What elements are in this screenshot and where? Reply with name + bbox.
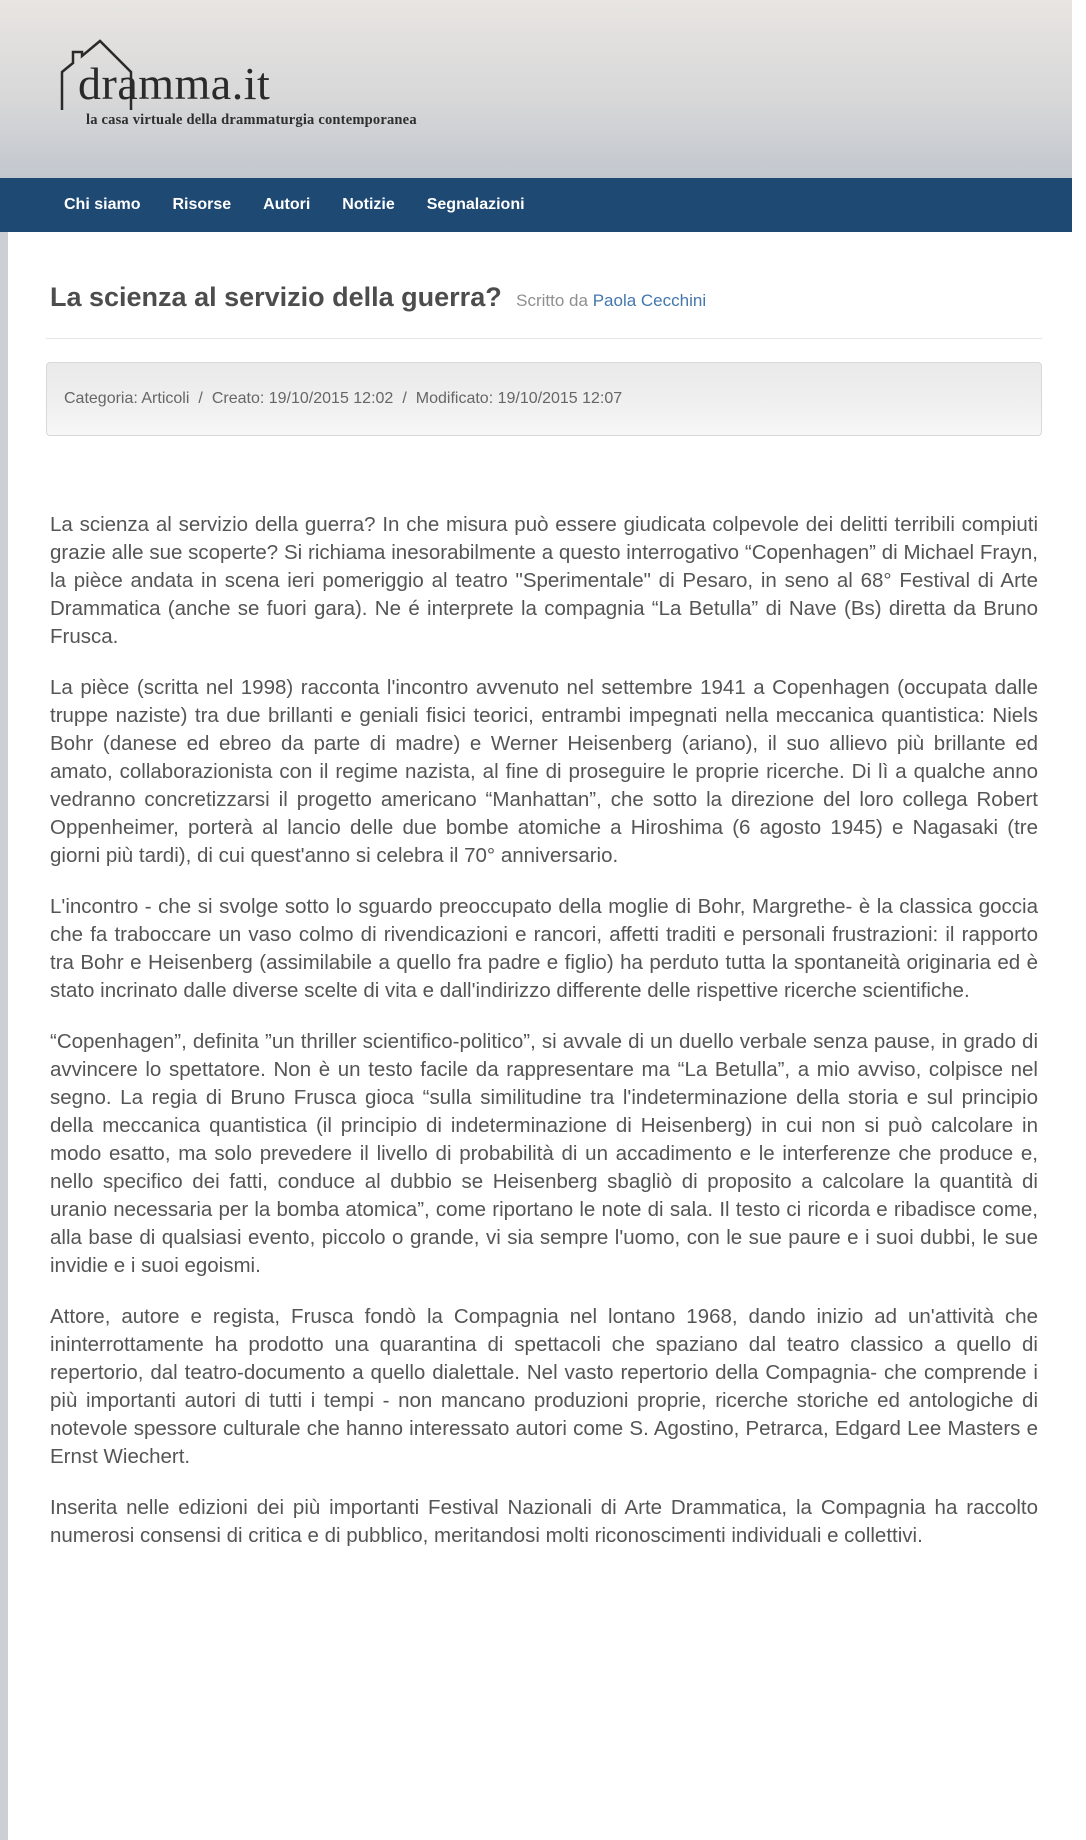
nav-item-autori[interactable]: Autori (263, 196, 311, 213)
nav-item-risorse[interactable]: Risorse (172, 196, 232, 213)
site-logo[interactable] (0, 0, 420, 150)
article-body (50, 511, 1038, 1550)
meta-item: Creato: 19/10/2015 12:02 (211, 390, 394, 407)
header-divider (46, 338, 1042, 339)
article-paragraph: “Copenhagen”, definita ”un thriller scientifico-politico”, si avvale di un duello verbale senza pause, in grado di avvincere lo spettatore. Non è un testo facile da rappresentare ma “La Betulla”, a mio avviso, colpisce nel segno. La regia di Bruno Frusca gioca “sulla similitudine tra l'indeterminazione della storia e sul principio della meccanica quantistica (il principio di indeterminazione di Heisenberg) in cui non si può calcolare in modo esatto, ma solo prevedere il livello di probabilità di un accadimento e le interferenze che produce e, nello specifico dei fatti, conduce al dubbio se Heisenberg sbagliò di proposito a calcolare la quantità di uranio necessaria per la bomba atomica”, come riportano le note di sala. Il testo ci ricorda e ribadisce come, alla base di qualsiasi evento, piccolo o grande, vi sia sempre l'uomo, con le sue paure e i suoi dubbi, le sue invidie e i suoi egoismi. (50, 1030, 1038, 1277)
article-paragraph: La pièce (scritta nel 1998) racconta l'incontro avvenuto nel settembre 1941 a Copenhagen (occupata dalle truppe naziste) tra due brillanti e geniali fisici teorici, entrambi impegnati nella meccanica quantistica: Niels Bohr (danese ed ebreo da parte di madre) e Werner Heisenberg (ariano), il suo allievo più brillante ed amato, collaborazionista con il regime nazista, al fine di proseguire le proprie ricerche. Di lì a qualche anno vedranno concretizzarsi il progetto americano “Manhattan”, che sotto la direzione del loro collega Robert Oppenheimer, porterà al lancio delle due bombe atomiche a Hiroshima (6 agosto 1945) e Nagasaki (tre giorni più tardi), di cui quest'anno si celebra il 70° anniversario. (50, 676, 1038, 867)
site-header (0, 0, 1072, 178)
byline-prefix: Scritto da (516, 291, 593, 310)
meta-separator: / (402, 390, 407, 407)
article-paragraph: La scienza al servizio della guerra? In che misura può essere giudicata colpevole dei delitti terribili compiuti grazie alle sue scoperte? Si richiama inesorabilmente a questo interrogativo “Copenhagen” di Michael Frayn, la pièce andata in scena ieri pomeriggio al teatro "Sperimentale" di Pesaro, in seno al 68° Festival di Arte Drammatica (anche se fuori gara). Ne é interprete la compagnia “La Betulla” di Nave (Bs) diretta da Bruno Frusca. (50, 513, 1038, 648)
body-row (0, 232, 1072, 1840)
author-link[interactable]: Paola Cecchini (592, 291, 707, 310)
article-paragraph: Inserita nelle edizioni dei più importanti Festival Nazionali di Arte Drammatica, la Compagnia ha raccolto numerosi consensi di critica e di pubblico, meritandosi molti riconoscimenti individuali e collettivi. (50, 1496, 1038, 1547)
article-paragraph: L'incontro - che si svolge sotto lo sguardo preoccupato della moglie di Bohr, Margrethe- è la classica goccia che fa traboccare un vaso colmo di rivendicazioni e rancori, affetti traditi e personali frustrazioni: il rapporto tra Bohr e Heisenberg (assimilabile a quello fra padre e figlio) ha perduto tutta la spontaneità originaria ed è stato incrinato dalle diverse scelte di vita e dall'indirizzo differente delle rispettive ricerche scientifiche. (50, 895, 1038, 1002)
meta-item: Modificato: 19/10/2015 12:07 (415, 390, 623, 407)
logo-text: dramma.it (78, 58, 271, 109)
nav-item-notizie[interactable]: Notizie (342, 196, 395, 213)
article-header (50, 281, 1042, 318)
byline (516, 291, 706, 310)
meta-separator: / (198, 390, 203, 407)
main-navbar (0, 178, 1072, 232)
page-title: La scienza al servizio della guerra? (50, 282, 502, 312)
logo-tagline: la casa virtuale della drammaturgia contemporanea (86, 112, 417, 128)
main-content (8, 232, 1072, 1840)
nav-item-segnalazioni[interactable]: Segnalazioni (426, 196, 525, 213)
article-meta-box (46, 362, 1042, 436)
left-gutter (0, 232, 8, 1840)
article-paragraph: Attore, autore e regista, Frusca fondò la Compagnia nel lontano 1968, dando inizio ad un'attività che ininterrottamente ha prodotto una quarantina di spettacoli che spaziano dal teatro classico a quello di repertorio, dal teatro-documento a quello dialettale. Nel vasto repertorio della Compagnia- che comprende i più importanti autori di tutti i tempi - non mancano produzioni proprie, ricerche storiche ed antologiche di notevole spessore culturale che hanno interessato autori come S. Agostino, Petrarca, Edgard Lee Masters e Ernst Wiechert. (50, 1305, 1038, 1468)
nav-item-chi-siamo[interactable]: Chi siamo (64, 196, 141, 213)
meta-item: Categoria: Articoli (64, 390, 190, 407)
